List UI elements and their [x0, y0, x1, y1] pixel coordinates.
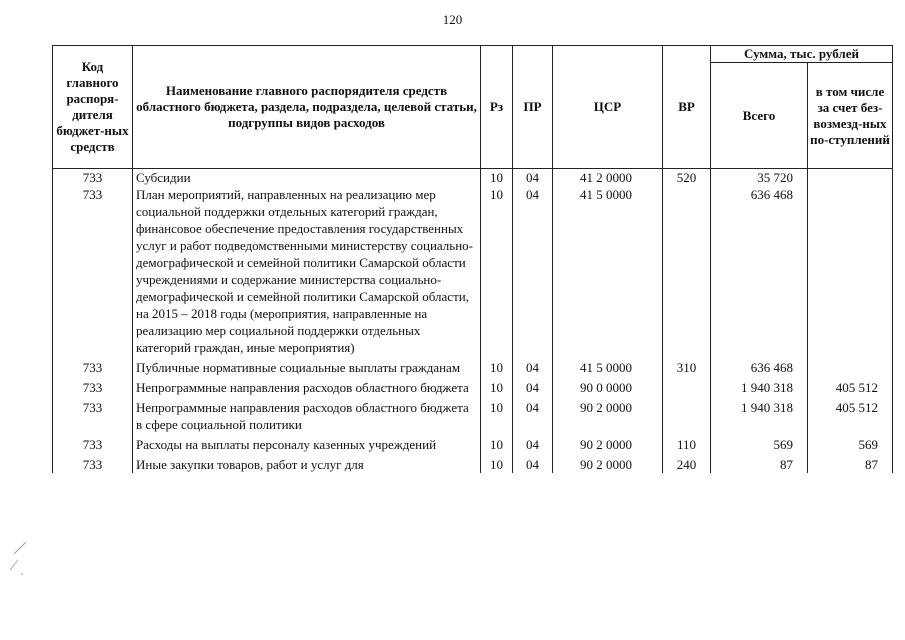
- cell-csr: 90 2 0000: [553, 436, 663, 453]
- cell-vr: 520: [663, 169, 711, 187]
- header-rz: Рз: [481, 46, 513, 169]
- cell-csr: 41 2 0000: [553, 169, 663, 187]
- page-number: 120: [442, 12, 463, 27]
- cell-vr: [663, 399, 711, 433]
- header-csr: ЦСР: [553, 46, 663, 169]
- cell-rz: 10: [481, 359, 513, 376]
- cell-vr: 310: [663, 359, 711, 376]
- cell-name: Расходы на выплаты персоналу казенных учреждений: [133, 436, 481, 453]
- cell-csr: 41 5 0000: [553, 186, 663, 356]
- cell-vr: 240: [663, 456, 711, 473]
- cell-bezvozm: [808, 359, 893, 376]
- cell-kod: 733: [53, 456, 133, 473]
- cell-kod: 733: [53, 186, 133, 356]
- table-row: [53, 399, 893, 433]
- cell-vsego: 569: [711, 436, 808, 453]
- cell-rz: 10: [481, 436, 513, 453]
- cell-rz: 10: [481, 399, 513, 433]
- cell-name: План мероприятий, направленных на реализацию мер социальной поддержки отдельных категорий граждан, финансовое обеспечение предоставления государственных услуг и работ подведомственными министерству социально-демографической и семейной политики Самарской области учреждениями и содержание министерства социально-демографической и семейной политики Самарской области, на 2015 – 2018 годы (мероприятия, направленные на реализацию мер социальной поддержки отдельных категорий граждан, иные мероприятия): [133, 186, 481, 356]
- budget-table: [52, 45, 893, 473]
- cell-kod: 733: [53, 379, 133, 396]
- cell-vsego: 35 720: [711, 169, 808, 187]
- header-bezvozm: в том числе за счет без-возмезд-ных по-ступлений: [808, 63, 893, 169]
- table-row: [53, 359, 893, 376]
- cell-vr: 110: [663, 436, 711, 453]
- cell-bezvozm: 569: [808, 436, 893, 453]
- table-row: [53, 456, 893, 473]
- header-summa: Сумма, тыс. рублей: [711, 46, 893, 63]
- cell-csr: 90 0 0000: [553, 379, 663, 396]
- cell-pr: 04: [513, 399, 553, 433]
- header-vr: ВР: [663, 46, 711, 169]
- cell-name: Публичные нормативные социальные выплаты гражданам: [133, 359, 481, 376]
- cell-bezvozm: 405 512: [808, 379, 893, 396]
- cell-pr: 04: [513, 456, 553, 473]
- cell-vsego: 87: [711, 456, 808, 473]
- cell-name: Иные закупки товаров, работ и услуг для: [133, 456, 481, 473]
- cell-name: Непрограммные направления расходов областного бюджета: [133, 379, 481, 396]
- cell-name: Субсидии: [133, 169, 481, 187]
- header-name: Наименование главного распорядителя средств областного бюджета, раздела, подраздела, целевой статьи, подгруппы видов расходов: [133, 46, 481, 169]
- cell-bezvozm: [808, 169, 893, 187]
- header-vsego: Всего: [711, 63, 808, 169]
- cell-pr: 04: [513, 169, 553, 187]
- cell-rz: 10: [481, 169, 513, 187]
- cell-kod: 733: [53, 359, 133, 376]
- cell-rz: 10: [481, 379, 513, 396]
- cell-rz: 10: [481, 186, 513, 356]
- cell-bezvozm: [808, 186, 893, 356]
- cell-pr: 04: [513, 359, 553, 376]
- scan-artifact: [6, 540, 36, 580]
- cell-kod: 733: [53, 399, 133, 433]
- cell-vsego: 636 468: [711, 186, 808, 356]
- cell-kod: 733: [53, 436, 133, 453]
- cell-pr: 04: [513, 436, 553, 453]
- cell-rz: 10: [481, 456, 513, 473]
- cell-pr: 04: [513, 379, 553, 396]
- cell-csr: 90 2 0000: [553, 456, 663, 473]
- header-kod: Код главного распоря-дителя бюджет-ных средств: [53, 46, 133, 169]
- cell-bezvozm: 405 512: [808, 399, 893, 433]
- cell-kod: 733: [53, 169, 133, 187]
- cell-bezvozm: 87: [808, 456, 893, 473]
- table-row: [53, 169, 893, 187]
- cell-vr: [663, 379, 711, 396]
- cell-vsego: 636 468: [711, 359, 808, 376]
- cell-pr: 04: [513, 186, 553, 356]
- cell-csr: 90 2 0000: [553, 399, 663, 433]
- cell-vsego: 1 940 318: [711, 399, 808, 433]
- cell-vsego: 1 940 318: [711, 379, 808, 396]
- header-pr: ПР: [513, 46, 553, 169]
- cell-vr: [663, 186, 711, 356]
- table-row: [53, 436, 893, 453]
- table-row: [53, 186, 893, 356]
- table-row: [53, 379, 893, 396]
- cell-csr: 41 5 0000: [553, 359, 663, 376]
- cell-name: Непрограммные направления расходов областного бюджета в сфере социальной политики: [133, 399, 481, 433]
